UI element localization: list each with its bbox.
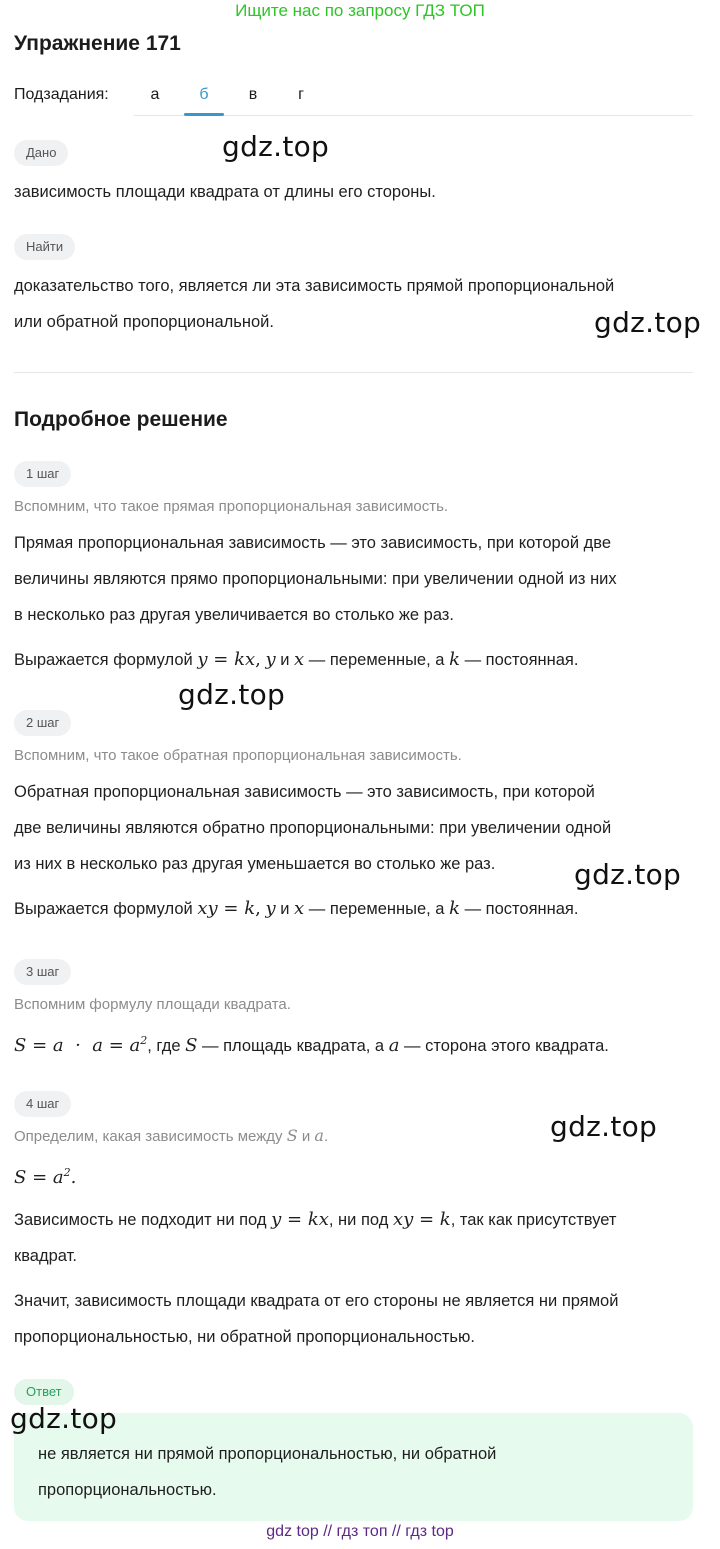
step-4-para-2-line-1: Значит, зависимость площади квадрата от его стороны не является ни прямой [14,1292,619,1310]
step-4-para-2-line-2: пропорциональностью, ни обратной пропорциональностью. [14,1328,475,1346]
var-a: a [314,1126,324,1145]
step-2-line-2: две величины являются обратно пропорциональными: при увеличении одной [14,819,612,837]
var-x: x [294,649,305,670]
subtasks-label: Подзадания: [14,86,109,103]
var-s: S [286,1126,298,1145]
step-1-badge [14,461,71,487]
tab-a[interactable]: а [150,86,160,103]
formula-constant: — постоянная. [464,651,579,669]
para-text-a: Зависимость не подходит ни под [14,1211,267,1229]
tab-g[interactable]: г [298,86,304,103]
var-a: a [388,1035,400,1056]
formula-side-desc: — сторона этого квадрата. [404,1037,609,1055]
step-chip: 4 шаг [14,1091,71,1117]
step-4-formula [14,1155,704,1196]
formula-math: y = kx [197,649,256,670]
formula-area-desc: — площадь квадрата, а [202,1037,385,1055]
step-2-hint: Вспомним, что такое обратная пропорциональная зависимость. [14,747,462,764]
given-badge [14,140,68,166]
step-1-hint: Вспомним, что такое прямая пропорциональная зависимость. [14,498,449,515]
formula-prefix: Выражается формулой [14,651,193,669]
step-4-hint: Определим, какая зависимость между S и a. [14,1126,329,1145]
step-4-para-1-line-2: квадрат. [14,1247,77,1265]
step-3-badge [14,959,71,985]
watermark: gdz.top [550,1110,658,1143]
formula-and: и [280,900,290,918]
find-chip: Найти [14,234,75,260]
section-divider [14,372,693,373]
given-chip: Дано [14,140,68,166]
watermark: gdz.top [574,858,682,891]
formula-math: xy = k [197,898,256,919]
step-chip: 1 шаг [14,461,71,487]
page-title: Упражнение 171 [14,32,181,55]
watermark: gdz.top [10,1402,118,1435]
step-1-formula: Выражается формулой y = kx, y и x — переменные, а k — постоянная. [14,649,579,670]
formula-where: , где [147,1037,181,1055]
watermark: gdz.top [178,678,286,711]
formula-and: и [280,651,290,669]
step-3-hint: Вспомним формулу площади квадрата. [14,996,291,1013]
var-x: x [294,898,305,919]
step-2-line-3: из них в несколько раз другая уменьшается во столько же раз. [14,855,496,873]
step-2-line-1: Обратная пропорциональная зависимость — это зависимость, при которой [14,783,595,801]
step-2-badge [14,710,71,736]
step-3-formula [14,1023,704,1064]
formula-constant: — постоянная. [464,900,579,918]
tab-v[interactable]: в [248,86,258,103]
step-chip: 3 шаг [14,959,71,985]
inverse-formula: xy = k [392,1209,451,1230]
formula-variables: — переменные, а [308,651,445,669]
step-4-para-1 [14,1202,704,1238]
para-text-c: , так как присутствует [450,1211,617,1229]
footer-links: gdz top // гдз топ // гдз top [266,1523,454,1540]
solution-title: Подробное решение [14,408,228,431]
step-4-badge [14,1091,71,1117]
var-y: y [265,649,276,670]
watermark: gdz.top [222,130,330,163]
answer-line-2: пропорциональностью. [38,1481,217,1499]
answer-chip: Ответ [14,1379,74,1405]
para-text-b: , ни под [328,1211,389,1229]
find-line-2: или обратной пропорциональной. [14,313,274,331]
step-chip: 2 шаг [14,710,71,736]
search-banner: Ищите нас по запросу ГДЗ ТОП [235,1,485,20]
step-1-line-1: Прямая пропорциональная зависимость — это зависимость, при которой две [14,534,612,552]
hint-and: и [301,1128,311,1145]
var-k: k [449,649,460,670]
find-line-1: доказательство того, является ли эта зависимость прямой пропорциональной [14,277,615,295]
var-k: k [449,898,460,919]
watermark: gdz.top [594,306,702,339]
tab-b[interactable]: б [199,86,209,103]
formula-prefix: Выражается формулой [14,900,193,918]
area-formula: $S = a^2$. [14,1166,77,1188]
step-1-line-2: величины являются прямо пропорциональными: при увеличении одной из них [14,570,617,588]
var-s: S [185,1035,198,1056]
find-badge [14,234,75,260]
step-2-formula: Выражается формулой xy = k, y и x — переменные, а k — постоянная. [14,898,579,919]
step-1-line-3: в несколько раз другая увеличивается во столько же раз. [14,606,454,624]
hint-prefix: Определим, какая зависимость между [14,1128,283,1145]
active-tab-indicator [184,113,224,116]
direct-formula: y = kx [271,1209,329,1230]
formula-variables: — переменные, а [308,900,445,918]
answer-line-1: не является ни прямой пропорциональностью, ни обратной [38,1445,497,1463]
var-y: y [265,898,276,919]
given-text: зависимость площади квадрата от длины его стороны. [14,183,436,201]
area-formula: $S = a \cdot a = a^2$ [14,1034,148,1056]
